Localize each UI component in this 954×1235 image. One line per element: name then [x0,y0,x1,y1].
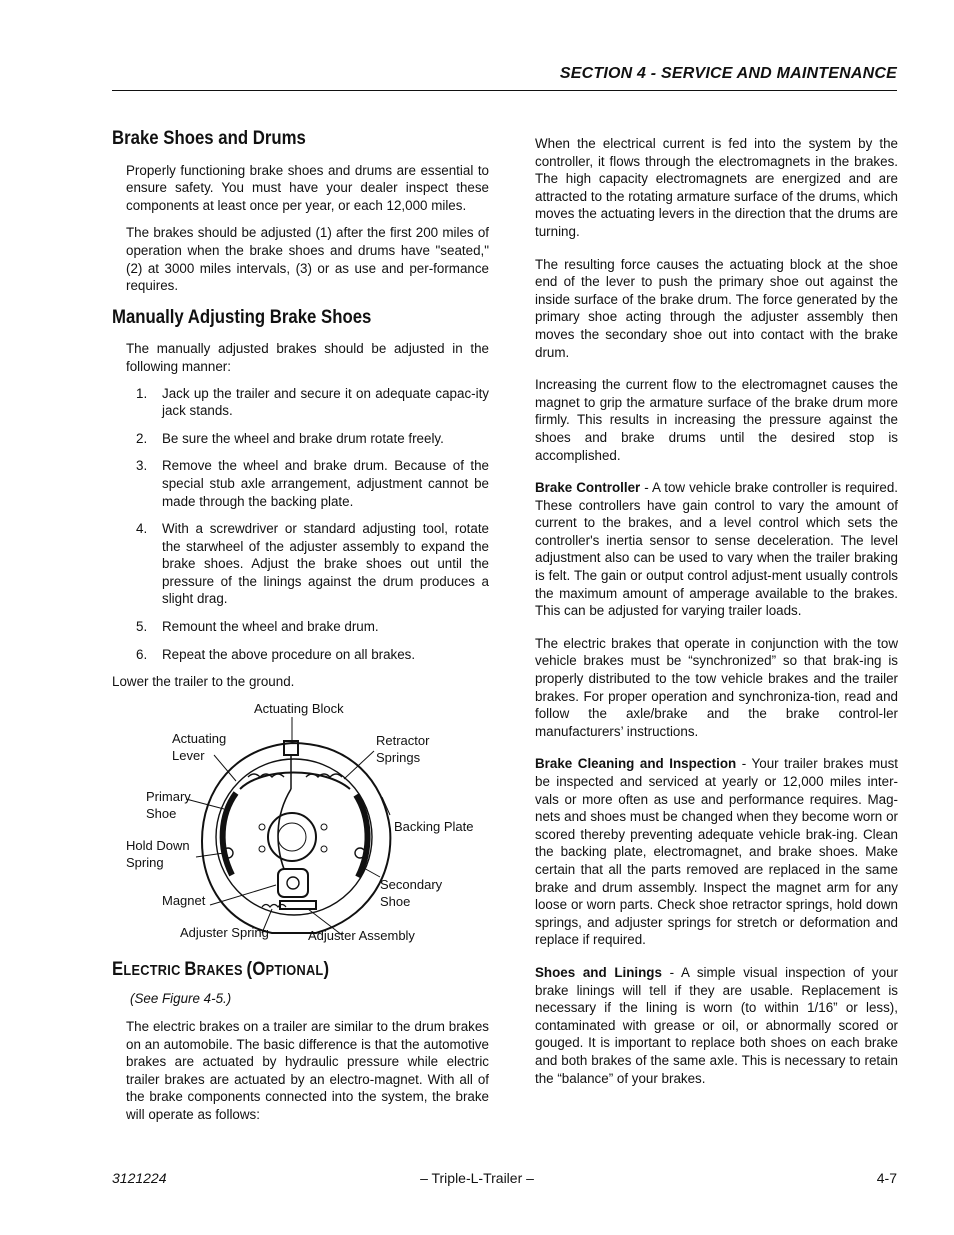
label-hold-down-spring: Hold Down [126,837,190,853]
list-item: 1. Jack up the trailer and secure it on adequate capac-ity jack stands. [136,385,489,419]
label-retractor-springs: Retractor [376,732,430,748]
heading-electric-brakes: ELECTRIC BRAKES (OPTIONAL) [112,958,330,980]
term-shoes-linings: Shoes and Linings [535,964,662,980]
paragraph: Increasing the current flow to the electromagnet causes the magnet to grip the armature surface of the brake drum more firmly. This results in increasing the pressure against the shoes and brake drums until the desired stop is accomplished. [535,377,898,463]
list-item: 4. With a screwdriver or standard adjusting tool, rotate the starwheel of the adjuster assembly to expand the brake shoes. Adjust the brake shoes out until the pressure of the linings against the drum produces a slight drag. [136,521,489,607]
paragraph: The manually adjusted brakes should be adjusted in the following manner: [126,341,489,374]
heading-manually-adjusting: Manually Adjusting Brake Shoes [112,305,372,328]
paragraph: Shoes and Linings - A simple visual inspection of your brake linings will tell if they are usable. Replacement is necessary if the lining is worn (to within 1/16” or less), contaminated with grease or oil, or abnormally scored or gouged. It is important to replace both shoes on each brake and both brakes of the same axle. This is necessary to retain the “balance” of your brakes. [535,964,898,1086]
section-title: SECTION 4 - SERVICE AND MAINTENANCE [559,65,897,82]
label-backing-plate: Backing Plate [394,818,474,834]
footer-page-number: 4-7 [876,1170,897,1186]
paragraph: Brake Cleaning and Inspection - Your trailer brakes must be inspected and serviced at yearly or 12,000 miles inter-vals or more often as use and performance requires. Mag-nets and shoes must be changed when they become worn or scored thereby preventing adequate vehicle brak-ing. Clean the backing plate, electromagnet, and brake shoes. Make certain that all the parts removed are replaced in the same brake and drum assembly. Inspect the magnet arm for any loose or worn parts. Check shoe retractor springs, hold down springs, and adjuster springs for stretch or deformation and replace if required. [535,756,898,948]
heading-brake-shoes-drums: Brake Shoes and Drums [112,127,306,149]
paragraph: The brakes should be adjusted (1) after the first 200 miles of operation when the brake shoes and drums have "seated," (2) at 3000 miles intervals, (3) or as use and per-formance requires. [126,225,489,294]
term-brake-controller: Brake Controller [535,480,641,496]
list-item: 2. Be sure the wheel and brake drum rotate freely. [136,430,444,446]
label-primary-shoe: Shoe [146,805,177,821]
right-column [535,135,898,1102]
paragraph: Brake Controller - A tow vehicle brake controller is required. These controllers have gain control to vary the amount of current to the brakes, and a level control which sets the controller's inertia sensor to sense deceleration. The level adjustment also can be used to vary when the trailer braking is felt. The gain or output control adjust-ment usually controls the maximum amount of amperage available to the brakes. This can be adjusted for varying trailer loads. [535,480,898,619]
label-secondary-shoe: Shoe [380,893,411,909]
label-retractor-springs: Springs [376,749,421,765]
footer-doc-number: 3121224 [112,1170,167,1186]
footer-title: – Triple-L-Trailer – [420,1170,534,1186]
label-primary-shoe: Primary [146,788,191,804]
paragraph: When the electrical current is fed into the system by the controller, it flows through the electromagnets in the brakes. The high capacity electromagnets are energized and are attracted to the rotating armature surface of the drums, which moves the actuating levers in the direction that the drums are turning. [535,136,898,239]
paragraph: Properly functioning brake shoes and drums are essential to ensure safety. You must have your dealer inspect these components at least once per year, or each 12,000 miles. [126,162,489,213]
label-actuating-lever: Lever [172,747,205,763]
brake-assembly-figure [112,697,489,957]
label-adjuster-assembly: Adjuster Assembly [308,927,415,943]
list-item: 6. Repeat the above procedure on all brakes. [136,646,416,662]
paragraph: Lower the trailer to the ground. [112,674,295,690]
label-hold-down-spring: Spring [126,854,164,870]
list-item: 5. Remount the wheel and brake drum. [136,619,379,635]
paragraph: The electric brakes on a trailer are similar to the drum brakes on an automobile. The basic difference is that the automotive brakes are actuated by hydraulic pressure while electric trailer brakes are actuated by an electro-magnet. With all of the brake components connected into the system, the brake will operate as follows: [126,1019,489,1122]
paragraph: The resulting force causes the actuating block at the shoe end of the lever to push the primary shoe out against the inside surface of the brake drum. The force generated by the primary shoe acting through the adjuster assembly then moves the secondary shoe out into contact with the brake drum. [535,256,898,360]
label-adjuster-spring: Adjuster Spring [180,924,269,940]
label-magnet: Magnet [162,892,206,908]
header-rule [112,90,897,91]
term-brake-cleaning: Brake Cleaning and Inspection [535,756,737,772]
steps-list [112,385,489,664]
left-column [112,127,489,1124]
paragraph: The electric brakes that operate in conjunction with the tow vehicle brakes must be “synchronized” so that brak-ing is properly distributed to the tow vehicle brakes and the trailer brakes. For proper operation and synchroniza-tion, read and follow the axle/brake and the brake control-ler manufacturers’ instructions. [535,635,898,739]
list-item: 3. Remove the wheel and brake drum. Because of the special stub axle arrangement, adjustment cannot be made through the backing plate. [136,458,489,509]
label-actuating-block: Actuating Block [254,700,344,716]
label-secondary-shoe: Secondary [380,876,443,892]
figure-reference: (See Figure 4-5.) [130,991,232,1007]
label-actuating-lever: Actuating [172,730,227,746]
